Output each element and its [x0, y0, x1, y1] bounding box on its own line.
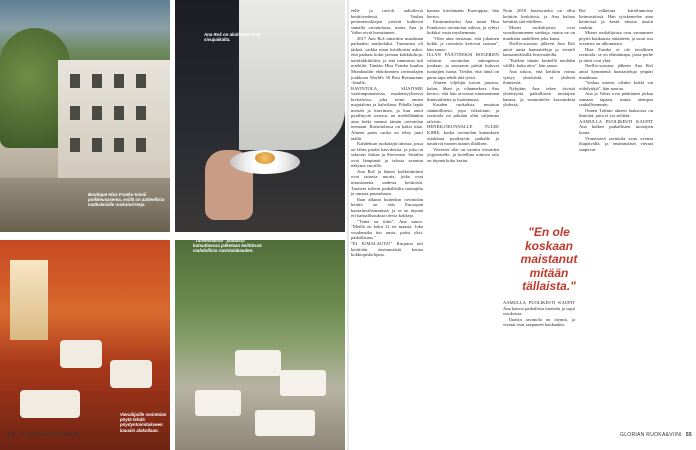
paragraph: Boi valkeitua kärtölinnoista lietimistöissä. Hän työskentelee aina keittiössä ja kerää ideoita uusiin ruokiin. [579, 8, 653, 30]
paragraph: Monet ruokalijoista ovat vuosikymmenen vanhoja, mutta ne on muokattu uudelleen joka kausi. [503, 24, 575, 41]
paragraph: AAMULLA PUOLIKESTI KAUPIT Ana katsoo paikallisia tuotteita ja sopii ostoksista. [503, 300, 575, 317]
chef-photo [175, 0, 345, 232]
table-shape [195, 390, 241, 416]
paragraph: Viimeisenä ravintola avaa ovensa iltapäivällä, ja ensimmäiset vieraat saapuvat. [579, 135, 653, 152]
paragraph: ILLAN PÄÄTTEEKSI ROGERISN valtavat ravintolan salongeissa juodaan, ja seuraavat päivät kuluvat tuottajien luona. Tiedän, että tämä on paras tapa tehdä tätä työtä. [427, 52, 499, 80]
paragraph: eelle ja ravioli aaltoilevat keittiövedessä. Vauhat perinneruokiajen ystävät kulkevat samalla ravintolassa, mutta Ana ja Valter eivät huvuttaneet. [351, 8, 423, 36]
text-column-4 [579, 8, 653, 428]
text-column-3 [503, 8, 575, 216]
paragraph: AAMULLA PUOLIKESTI KAUPIT Ana kulkee paikallisten tuottajien luona. [579, 118, 653, 136]
paragraph: 2017 Ana Roš nimettiin maailman parhaaksi naiskokiksi. Tunnustus oli tärkeä, vaikka moni kriitikoista uskoi, että parhaat kokit jaetaan kokkikiltoja, naiskokkikiltiin, ja että tunnustus tuli miehiltä. Tänään Hisa Franko kuuluu Mondiaaliin ehdottomien ravintolajen joukkoon World's 50 Best Restaurants -listalle. [351, 35, 423, 86]
text-column-3-lower [503, 300, 575, 428]
paragraph: "Olen aina toistanut, että jokainen kokki ja ravintola kertovat tarinan", hän sanoo. [427, 35, 499, 52]
table-shape [60, 340, 102, 368]
table-shape [110, 360, 152, 388]
building-shape [58, 60, 170, 190]
paragraph: Alueen viljelijät tuovat juuston, kalan, lihan ja vihannekset. Ana kertoo, että hän arvostaa nimenomaan ihmissuhteita ja luottamusta. [427, 80, 499, 102]
page-gutter [347, 0, 349, 450]
paragraph: Noin 2018 kasvisruoka on ollut keittiön keskiössä, ja Ana haluaa kehittää sitä edelleen. [503, 8, 575, 25]
paragraph: Iltaisin ravintola on täynnä, ja vieraat ovat saapuneet kaukaakin. [503, 316, 575, 328]
table-shape [20, 390, 80, 418]
terrace-photo [175, 240, 345, 450]
page-number-left: 54 [8, 432, 15, 438]
paragraph: Ensimmäiseksi Ana toimi Hisa Frankossa ravintolan salissa, ja ryhtyi kokiksi vasta myöhemmin. [427, 19, 499, 36]
paragraph: Netflix-suosion jälkeen Ana Roš antoi uusia haastatteluja ja vieraili kansainvälisillä festivaaleilla. [503, 41, 575, 58]
paragraph: HENKILÖKUNNALLE TULEE KIIRE, koska ravintolan kattauksen asiakkaat pysähtyvät paikalle ja nauttivat monen tunnin illallisen. [427, 124, 499, 147]
paragraph: Kahdeksan ruokalajin tiinissa, jossa on lähes puolet kasviksista, ja joka on sekoitus Italiaa ja Sloveniaa. Sisätilat ovat lämpimät ja talosta avautuu näkymä vuorille. [351, 141, 423, 169]
page-number-right: 55 [685, 432, 692, 438]
paragraph: Ana Roš ja hänen kokkitiiminsä ovat taitavia nuoria, jotka ovat innostuneita uudesta keittiöstä. Tuotteet tulevat paikallisilta tuottajilta ja omasta puutarhasta. [351, 168, 423, 197]
chef-caption: Ana Roš on aloittanut aivot sivupaikalta. [204, 32, 261, 43]
paragraph: "Kaiken tämän keskellä unohdin välillä, kuka olen", hän sanoo. [503, 57, 575, 69]
text-column-2 [427, 8, 499, 428]
paragraph: Netflix-suosion jälkeen Ana Roš antoi kymmeniä haastatteluja ympäri maailmaa. [579, 63, 653, 80]
table-shape [235, 350, 281, 376]
window-shape [10, 260, 48, 340]
hotel-caption: Boutique Hisa Franko toimii poikkeusasema, esillä on aatteellisia matkalaisille ruokaturisteja. [88, 192, 165, 208]
footer-right [620, 432, 692, 438]
paragraph: Hisa Franko ei ole tavallinen ravintola: se on elämäntapa, jossa perhe ja tiimi ovat yhtä. [579, 46, 653, 63]
hotel-photo [0, 0, 170, 232]
paragraph: Ana ja Valter ovat päättäneet jatkaa samaan tapaan, mutta aiempaa rauhallisemmin. [579, 91, 653, 108]
paragraph: Onnen Tolmin alueen laaksossa on ilmiöitä, joita ei voi selittää. [579, 107, 653, 119]
text-column-1 [351, 8, 423, 428]
paragraph: RAVINTOLA SIJAITSEE vaaleanpunaisessa, maalaistyylisessä kivitalossa, joka toimi ennen majatalona ja kahvilana. Pihalla lepää metsää ja kasvimaa, ja kun autot pysähtyvät sivussa, on mielelläänkin aina hetki mennä tämän ravintolan teemaan. Ravintolassa on kaksi tilaa. Alueen paras ruoka on tehty juuri täällä. [351, 85, 423, 141]
paragraph: "Tämä on tiimi", Ana sanoo. "Meillä on kokit 21 eri maasta. Joka vuodenaika tuo uusia, paitsi yksi: paikallisuus." [351, 218, 423, 241]
paragraph: Monet ruokalijoista ovat varaanneet pöytiä kuukausia etukäteen, ja suuri osa vieraista on ulkomaisia. [579, 30, 653, 47]
paragraph: Nykyään Ana tekee tiivistä yhteistyötä paikallisten tuottajien kanssa, ja suunnittelee kasvatuksia yhdessä. [503, 85, 575, 108]
paragraph: "EI JUMALAUTA!" Kurjaton tuli keittiöön ensimmäistä kertaa kokkiopiskelijana. [351, 240, 423, 258]
paragraph: kansaa kiertämään Eurooppaa, hän kertoo. [427, 8, 499, 19]
restaurant-caption: Vierailijoille ravintolan pöytä tehdä pöydyntoimitukseen kausiin alakollaan. [120, 412, 167, 433]
paragraph: Ihan alkuun kuitenkin ravintolan keittiö on eräs Euroopan kansainvälisimmistä, ja se on täynnä eri kansallisuuksia olevia kokkeja. [351, 196, 423, 219]
paragraph: "Joskus mietin, olenko kokki vai viihdyttäjä", hän nauraa. [579, 80, 653, 91]
magazine-name-left: GLORIAN RUOKA&VIINI [18, 432, 80, 438]
paragraph: Viereiset tilat on varattu vieraiden yöpymiselle, ja hotellina toimiva talo on täynnä koko kesän. [427, 146, 499, 163]
magazine-name-right: GLORIAN RUOKA&VIINI [620, 432, 682, 438]
paragraph: Ana uskoo, että keittiön voima syntyy yhteisöstä, ei yhdestä ihmisestä. [503, 69, 575, 86]
restaurant-photo [0, 240, 170, 450]
table-shape [280, 370, 326, 396]
dish-food [255, 152, 275, 164]
footer-left [8, 432, 80, 438]
chef-torso-shape [239, 0, 345, 150]
terrace-caption: "Tulvanvaaran" paluusta kutsuttaessa jatketaan keittiössä mahdollista ravintolakauden. [193, 240, 262, 254]
paragraph: Kauden ruokalista muuttuu säännöllisesti, jopa viikoittain, ja ravintola on pitkään ollut suljettuna talvisin. [427, 102, 499, 124]
pull-quote: "En ole koskaan maistanut mitään tällaista." [520, 225, 578, 293]
table-shape [255, 410, 315, 436]
